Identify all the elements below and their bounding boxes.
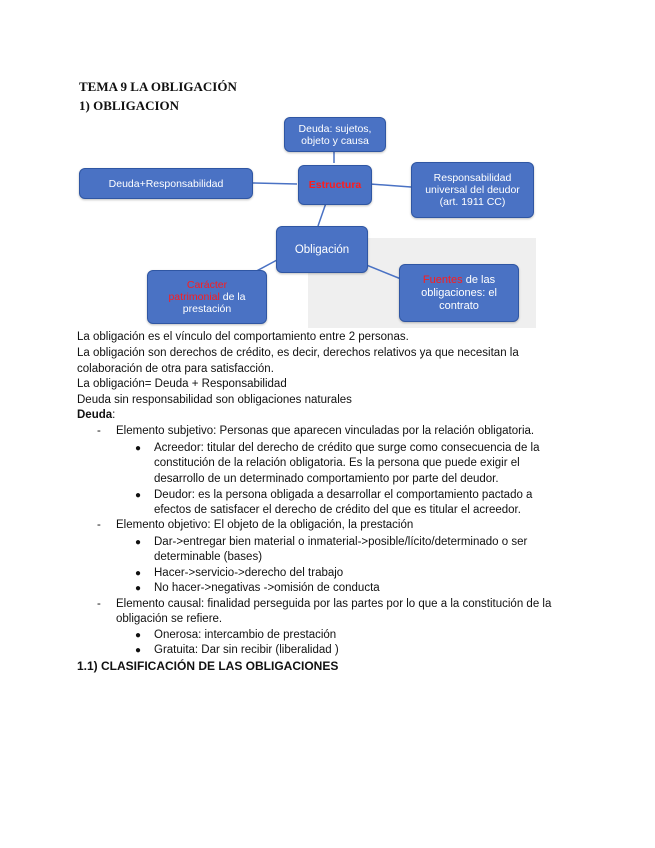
onerosa-item: Onerosa: intercambio de prestación bbox=[154, 629, 337, 641]
deuda-heading bbox=[77, 408, 115, 424]
dar-line-1: Dar->entregar bien material o inmaterial->posible/lícito/determinado o ser bbox=[154, 536, 528, 548]
bullet-dot: ● bbox=[135, 630, 142, 641]
node-caracter-rest2: de la bbox=[219, 291, 246, 303]
connector-estructura-responsabilidad bbox=[370, 184, 411, 187]
node-fuentes-line2: obligaciones: el bbox=[421, 286, 497, 299]
bullet-dot: ● bbox=[135, 568, 142, 579]
deudor-line-2: efectos de satisfacer el derecho de crédito del que es titular el acreedor. bbox=[154, 504, 521, 516]
elemento-causal-line-2: obligación se refiere. bbox=[116, 613, 223, 625]
paragraph-derechos-1: La obligación son derechos de crédito, es decir, derechos relativos ya que necesitan la bbox=[77, 347, 519, 359]
elemento-subjetivo: Elemento subjetivo: Personas que aparecen vinculadas por la relación obligatoria. bbox=[116, 425, 535, 437]
hacer-item: Hacer->servicio->derecho del trabajo bbox=[154, 567, 344, 579]
deuda-colon: : bbox=[112, 409, 116, 421]
bullet-dot: ● bbox=[135, 645, 142, 656]
node-deuda-sujetos bbox=[284, 117, 386, 152]
bullet-dot: ● bbox=[135, 583, 142, 594]
node-deuda-responsabilidad bbox=[79, 168, 253, 199]
elemento-causal-line-1: Elemento causal: finalidad perseguida por las partes por lo que a la constitución de la bbox=[116, 598, 552, 610]
node-caracter-patrimonial bbox=[147, 270, 267, 324]
deudor-line-1: Deudor: es la persona obligada a desarrollar el comportamiento pactado a bbox=[154, 489, 533, 501]
acreedor-line-3: desarrollo de un determinado comportamiento por parte del deudor. bbox=[154, 473, 499, 485]
node-fuentes-rest1: de las bbox=[462, 273, 496, 286]
node-fuentes-red1: Fuentes bbox=[422, 273, 463, 286]
paragraph-formula: La obligación= Deuda + Responsabilidad bbox=[77, 378, 287, 390]
node-obligacion bbox=[276, 226, 368, 273]
elemento-objetivo: Elemento objetivo: El objeto de la obligación, la prestación bbox=[116, 519, 414, 531]
node-fuentes-line3: contrato bbox=[439, 299, 479, 312]
node-resp-line3: (art. 1911 CC) bbox=[439, 196, 506, 208]
node-estructura-label: Estructura bbox=[308, 179, 362, 191]
bullet-dot: ● bbox=[135, 443, 142, 454]
node-resp-line1: Responsabilidad bbox=[433, 172, 512, 184]
paragraph-definicion: La obligación es el vínculo del comportamiento entre 2 personas. bbox=[77, 331, 409, 343]
node-deuda-line2: objeto y causa bbox=[301, 134, 369, 147]
node-deuda-line1: Deuda: sujetos, bbox=[298, 122, 372, 135]
node-caracter-red1: Carácter bbox=[186, 279, 228, 291]
node-deuda-responsabilidad-label: Deuda+Responsabilidad bbox=[108, 177, 224, 190]
paragraph-derechos-2: colaboración de otra para satisfacción. bbox=[77, 363, 274, 375]
paragraph-naturales: Deuda sin responsabilidad son obligaciones naturales bbox=[77, 394, 352, 406]
deuda-label: Deuda bbox=[77, 409, 113, 421]
bullet-dot: ● bbox=[135, 490, 142, 501]
section-heading-obligacion: 1) OBLIGACION bbox=[79, 98, 180, 113]
node-responsabilidad-universal bbox=[411, 162, 534, 218]
dash-marker: - bbox=[97, 598, 101, 610]
node-resp-line2: universal del deudor bbox=[425, 184, 520, 196]
node-estructura bbox=[298, 165, 372, 205]
node-caracter-red2: patrimonial bbox=[168, 291, 220, 303]
connector-estructura-obligacion bbox=[318, 203, 326, 226]
section-heading-clasificacion: 1.1) CLASIFICACIÓN DE LAS OBLIGACIONES bbox=[77, 659, 339, 673]
connector-estructura-deudaresp bbox=[253, 183, 297, 184]
node-obligacion-label: Obligación bbox=[294, 243, 350, 256]
acreedor-line-1: Acreedor: titular del derecho de crédito que surge como consecuencia de la bbox=[154, 442, 540, 454]
document-title: TEMA 9 LA OBLIGACIÓN bbox=[79, 79, 237, 94]
dar-line-2: determinable (bases) bbox=[154, 551, 263, 563]
dash-marker: - bbox=[97, 425, 101, 437]
gratuita-item: Gratuita: Dar sin recibir (liberalidad ) bbox=[154, 644, 339, 656]
acreedor-line-2: constitución de la relación obligatoria. Es la persona que puede exigir el bbox=[154, 457, 520, 469]
bullet-dot: ● bbox=[135, 537, 142, 548]
no-hacer-item: No hacer->negativas ->omisión de conducta bbox=[154, 582, 380, 594]
node-caracter-line3: prestación bbox=[182, 303, 232, 315]
node-fuentes bbox=[399, 264, 519, 322]
dash-marker: - bbox=[97, 519, 101, 531]
